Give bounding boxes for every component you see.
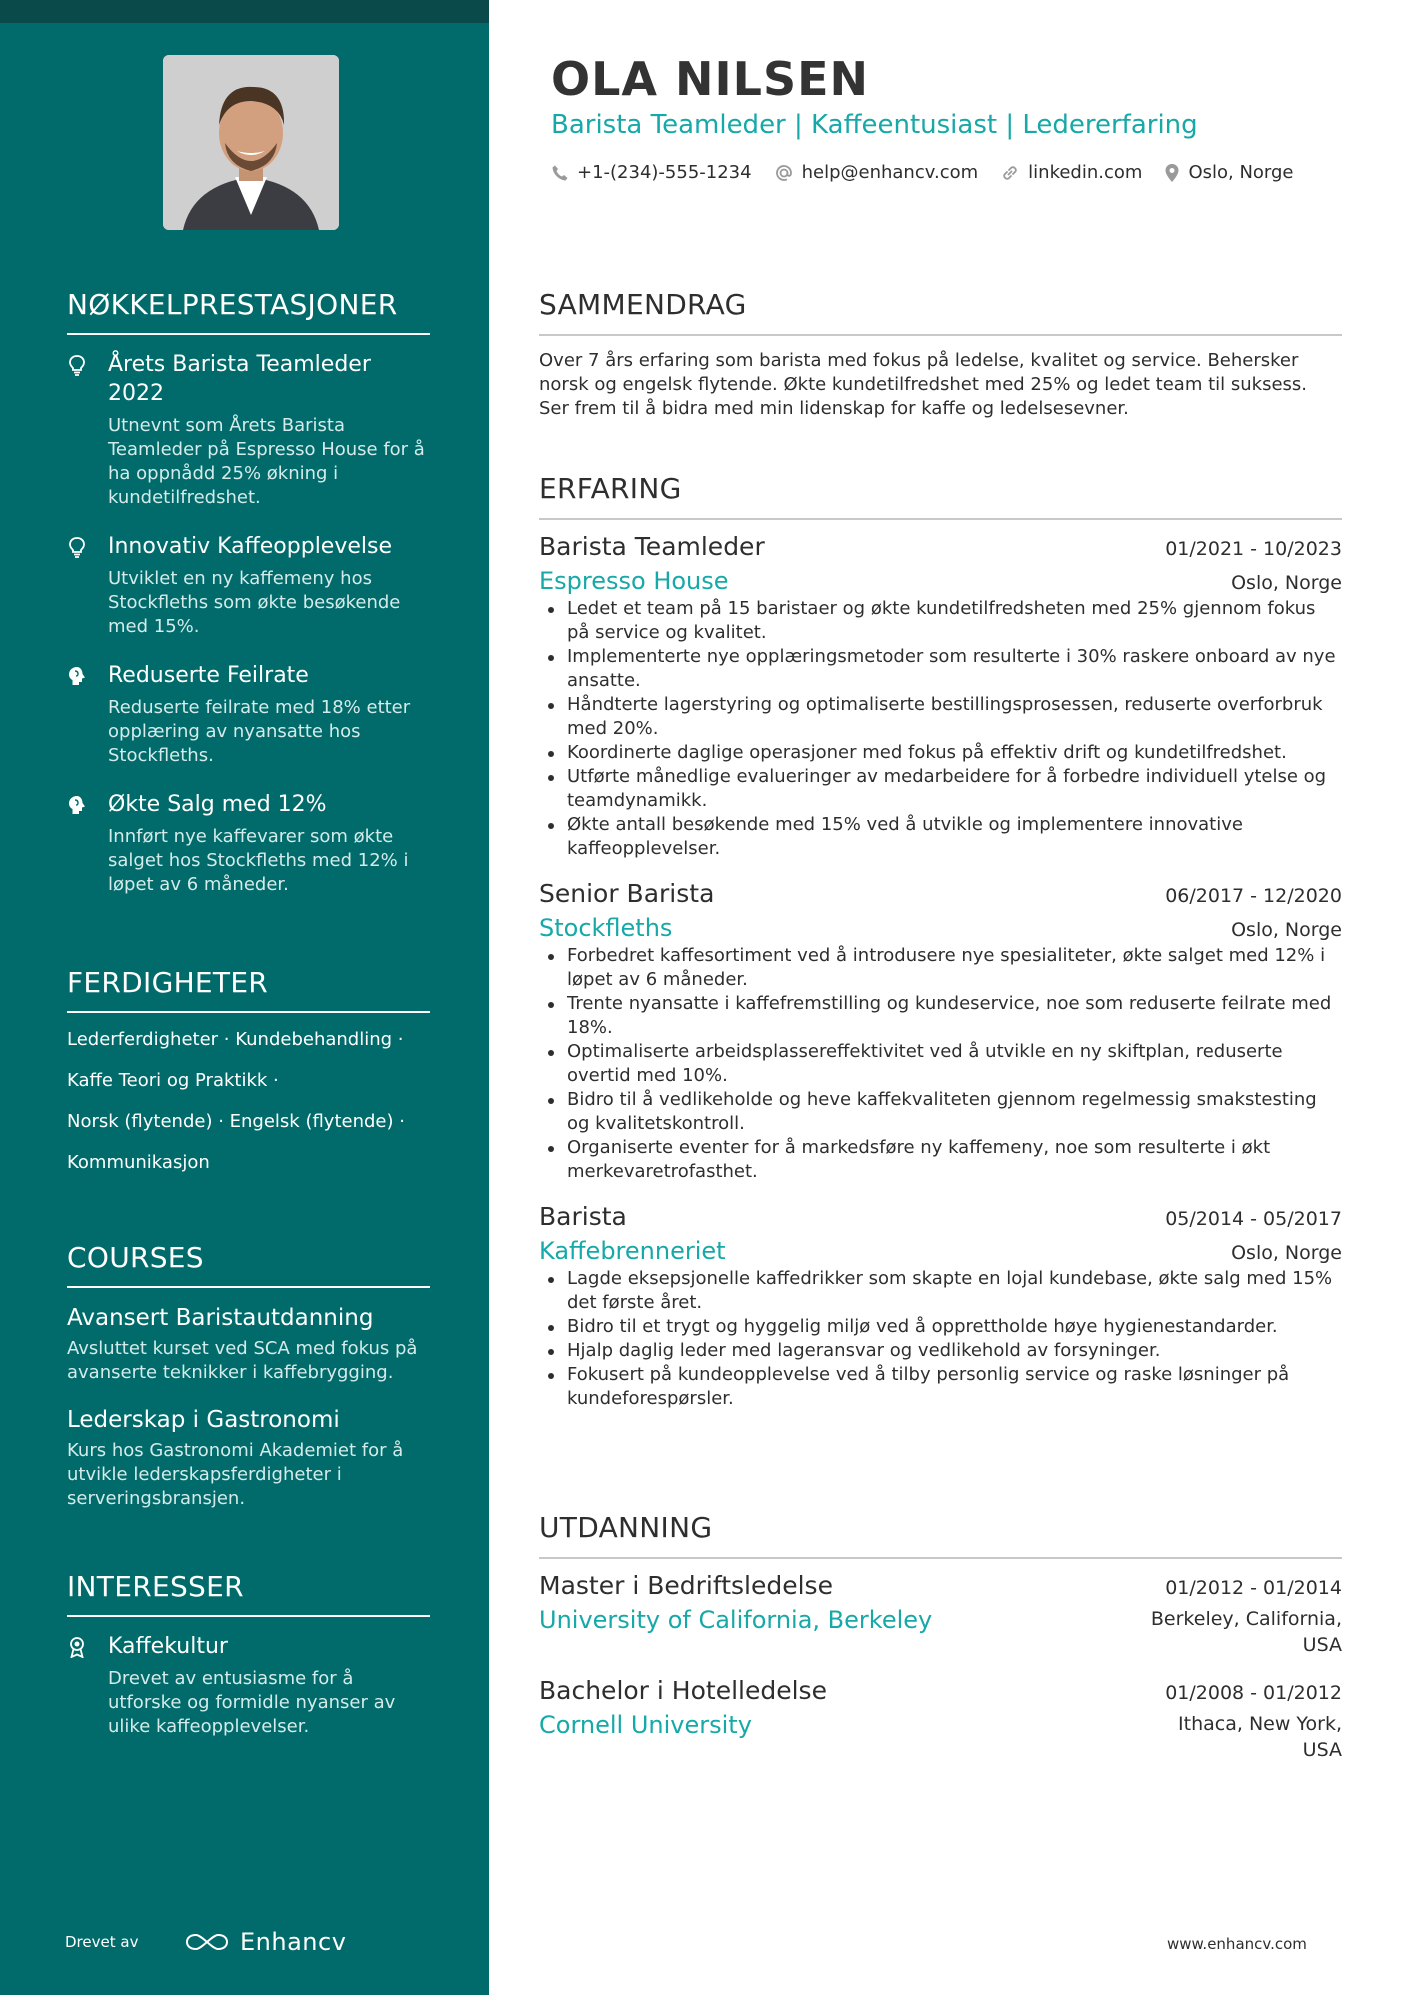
location-pin-icon xyxy=(1164,163,1180,183)
course-title: Lederskap i Gastronomi xyxy=(67,1407,340,1433)
education-title: UTDANNING xyxy=(539,1511,1342,1559)
bullet-item: Forbedret kaffesortiment ved å introdusere nye spesialiteter, økte salget med 12% i løpet av 6 måneder. xyxy=(539,944,1342,992)
brain-icon xyxy=(67,794,87,816)
phone-icon xyxy=(551,164,569,182)
sidebar xyxy=(0,0,489,1995)
degree-title: Master i Bedriftsledelse xyxy=(539,1571,833,1600)
sidebar-top-bar xyxy=(0,0,489,23)
enhancv-logo[interactable] xyxy=(184,1928,346,1956)
experience-title: ERFARING xyxy=(539,472,1342,520)
job-title: Barista xyxy=(539,1202,627,1231)
contact-email[interactable] xyxy=(774,162,979,183)
education-date: 01/2012 - 01/2014 xyxy=(1165,1577,1342,1599)
summary-text: Over 7 års erfaring som barista med fokus på ledelse, kvalitet og service. Behersker norsk og engelsk flytende. Økte kundetilfredshet med 25% og ledet team til suksess. Ser frem til å bidra med min lidenskap for kaffe og ledelsesevner. xyxy=(539,350,1307,419)
education-location xyxy=(1178,1711,1342,1763)
location-line: USA xyxy=(1302,1739,1342,1761)
bullet-item: Bidro til å vedlikeholde og heve kaffekvaliteten gjennom regelmessig smakstesting og kvalitetskontroll. xyxy=(539,1088,1342,1136)
contact-linkedin[interactable] xyxy=(1000,162,1142,183)
bullet-item: Organiserte eventer for å markedsføre ny kaffemeny, noe som resulterte i økt merkevaretrofasthet. xyxy=(539,1136,1342,1184)
bullet-item: Optimaliserte arbeidsplassereffektivitet ved å utvikle en ny skiftplan, reduserte overtid med 10%. xyxy=(539,1040,1342,1088)
contact-phone[interactable] xyxy=(551,162,752,183)
summary-section xyxy=(539,288,1342,421)
bullet-item: Økte antall besøkende med 15% ved å utvikle og implementere innovative kaffeopplevelser. xyxy=(539,813,1342,861)
location-line: Berkeley, California, xyxy=(1150,1608,1342,1630)
achievement-title: Reduserte Feilrate xyxy=(108,663,309,688)
footer-url[interactable]: www.enhancv.com xyxy=(1167,1935,1307,1953)
skills-section xyxy=(67,966,430,1183)
at-sign-icon xyxy=(774,163,794,183)
courses-section xyxy=(67,1241,430,1511)
powered-by-label: Drevet av xyxy=(65,1933,139,1951)
bullet-item: Utførte månedlige evalueringer av medarbeidere for å forbedre individuell ytelse og teamdynamikk. xyxy=(539,765,1342,813)
education-date: 01/2008 - 01/2012 xyxy=(1165,1682,1342,1704)
skills-title: FERDIGHETER xyxy=(67,966,430,1013)
infinity-icon xyxy=(184,1930,230,1954)
achievement-item xyxy=(67,790,430,897)
achievement-text: Innført nye kaffevarer som økte salget hos Stockfleths med 12% i løpet av 6 måneder. xyxy=(108,826,409,895)
lightbulb-icon xyxy=(67,354,87,376)
interest-item xyxy=(67,1632,430,1739)
job-entry xyxy=(539,532,1342,861)
skills-line: Kaffe Teori og Praktikk · xyxy=(67,1070,279,1091)
candidate-tagline: Barista Teamleder | Kaffeentusiast | Ledererfaring xyxy=(551,110,1198,140)
job-date: 05/2014 - 05/2017 xyxy=(1165,1208,1342,1230)
job-entry xyxy=(539,879,1342,1184)
skills-line: Norsk (flytende) · Engelsk (flytende) · xyxy=(67,1111,405,1132)
job-bullets xyxy=(539,1267,1342,1411)
interest-text: Drevet av entusiasme for å utforske og formidle nyanser av ulike kaffeopplevelser. xyxy=(108,1668,396,1737)
education-section xyxy=(539,1511,1342,1763)
achievement-item xyxy=(67,350,430,510)
bullet-item: Ledet et team på 15 baristaer og økte kundetilfredsheten med 25% gjennom fokus på service og kvalitet. xyxy=(539,597,1342,645)
skills-list xyxy=(67,1019,430,1183)
company-name[interactable]: Espresso House xyxy=(539,567,729,595)
job-date: 01/2021 - 10/2023 xyxy=(1165,538,1342,560)
course-text: Kurs hos Gastronomi Akademiet for å utvikle lederskapsferdigheter i serveringsbransjen. xyxy=(67,1440,404,1509)
bullet-item: Bidro til et trygt og hyggelig miljø ved å opprettholde høye hygienestandarder. xyxy=(539,1315,1342,1339)
achievement-item xyxy=(67,661,430,768)
achievement-item xyxy=(67,532,430,639)
linkedin-text: linkedin.com xyxy=(1028,162,1143,183)
degree-title: Bachelor i Hotelledelse xyxy=(539,1676,827,1705)
job-location: Oslo, Norge xyxy=(1231,919,1342,941)
course-title: Avansert Baristautdanning xyxy=(67,1305,374,1331)
bullet-item: Trente nyansatte i kaffefremstilling og kundeservice, noe som reduserte feilrate med 18%. xyxy=(539,992,1342,1040)
education-entry xyxy=(539,1571,1342,1658)
brand-name: Enhancv xyxy=(240,1928,347,1956)
education-location xyxy=(1151,1606,1342,1658)
job-bullets xyxy=(539,944,1342,1184)
job-entry xyxy=(539,1202,1342,1411)
candidate-name: OLA NILSEN xyxy=(551,52,870,106)
courses-title: COURSES xyxy=(67,1241,430,1288)
bullet-item: Hjalp daglig leder med lageransvar og vedlikehold av forsyninger. xyxy=(539,1339,1342,1363)
achievement-text: Utnevnt som Årets Barista Teamleder på Espresso House for å ha oppnådd 25% økning i kundetilfredshet. xyxy=(108,415,425,508)
job-bullets xyxy=(539,597,1342,861)
skills-line: Kommunikasjon xyxy=(67,1152,210,1173)
interest-title: Kaffekultur xyxy=(108,1634,228,1659)
profile-photo xyxy=(163,55,339,230)
lightbulb-icon xyxy=(67,536,87,558)
interests-title: INTERESSER xyxy=(67,1570,430,1617)
job-date: 06/2017 - 12/2020 xyxy=(1165,885,1342,907)
summary-title: SAMMENDRAG xyxy=(539,288,1342,336)
bullet-item: Håndterte lagerstyring og optimaliserte bestillingsprosessen, reduserte overforbruk med 20%. xyxy=(539,693,1342,741)
course-text: Avsluttet kurset ved SCA med fokus på avanserte teknikker i kaffebrygging. xyxy=(67,1338,418,1383)
location-line: USA xyxy=(1302,1634,1342,1656)
location-text: Oslo, Norge xyxy=(1188,162,1294,183)
job-location: Oslo, Norge xyxy=(1231,1242,1342,1264)
achievements-title: NØKKELPRESTASJONER xyxy=(67,288,430,335)
award-icon xyxy=(67,1636,87,1658)
achievement-text: Utviklet en ny kaffemeny hos Stockfleths som økte besøkende med 15%. xyxy=(108,568,401,637)
skills-line: Lederferdigheter · Kundebehandling · xyxy=(67,1029,404,1050)
achievement-title: Økte Salg med 12% xyxy=(108,792,327,817)
school-name[interactable]: Cornell University xyxy=(539,1711,752,1739)
location-line: Ithaca, New York, xyxy=(1178,1713,1342,1735)
course-item xyxy=(67,1405,430,1511)
email-text: help@enhancv.com xyxy=(801,162,979,183)
job-location: Oslo, Norge xyxy=(1231,572,1342,594)
course-item xyxy=(67,1303,430,1385)
achievement-text: Reduserte feilrate med 18% etter opplæring av nyansatte hos Stockfleths. xyxy=(108,697,411,766)
bullet-item: Fokusert på kundeopplevelse ved å tilby personlig service og raske løsninger på kundeforespørsler. xyxy=(539,1363,1342,1411)
job-title: Barista Teamleder xyxy=(539,532,765,561)
experience-section xyxy=(539,472,1342,1411)
contact-bar xyxy=(551,162,1316,183)
link-icon xyxy=(1000,163,1020,183)
phone-text: +1-(234)-555-1234 xyxy=(577,162,752,183)
bullet-item: Koordinerte daglige operasjoner med fokus på effektiv drift og kundetilfredshet. xyxy=(539,741,1342,765)
brain-icon xyxy=(67,665,87,687)
school-name[interactable]: University of California, Berkeley xyxy=(539,1606,933,1634)
bullet-item: Lagde eksepsjonelle kaffedrikker som skapte en lojal kundebase, økte salg med 15% det første året. xyxy=(539,1267,1342,1315)
achievement-title: Årets Barista Teamleder 2022 xyxy=(108,352,371,406)
job-title: Senior Barista xyxy=(539,879,715,908)
achievements-section xyxy=(67,288,430,897)
bullet-item: Implementerte nye opplæringsmetoder som resulterte i 30% raskere onboard av nye ansatte. xyxy=(539,645,1342,693)
interests-section xyxy=(67,1570,430,1739)
education-entry xyxy=(539,1676,1342,1763)
company-name[interactable]: Stockfleths xyxy=(539,914,673,942)
company-name[interactable]: Kaffebrenneriet xyxy=(539,1237,726,1265)
contact-location xyxy=(1164,162,1293,183)
achievement-title: Innovativ Kaffeopplevelse xyxy=(108,534,393,559)
